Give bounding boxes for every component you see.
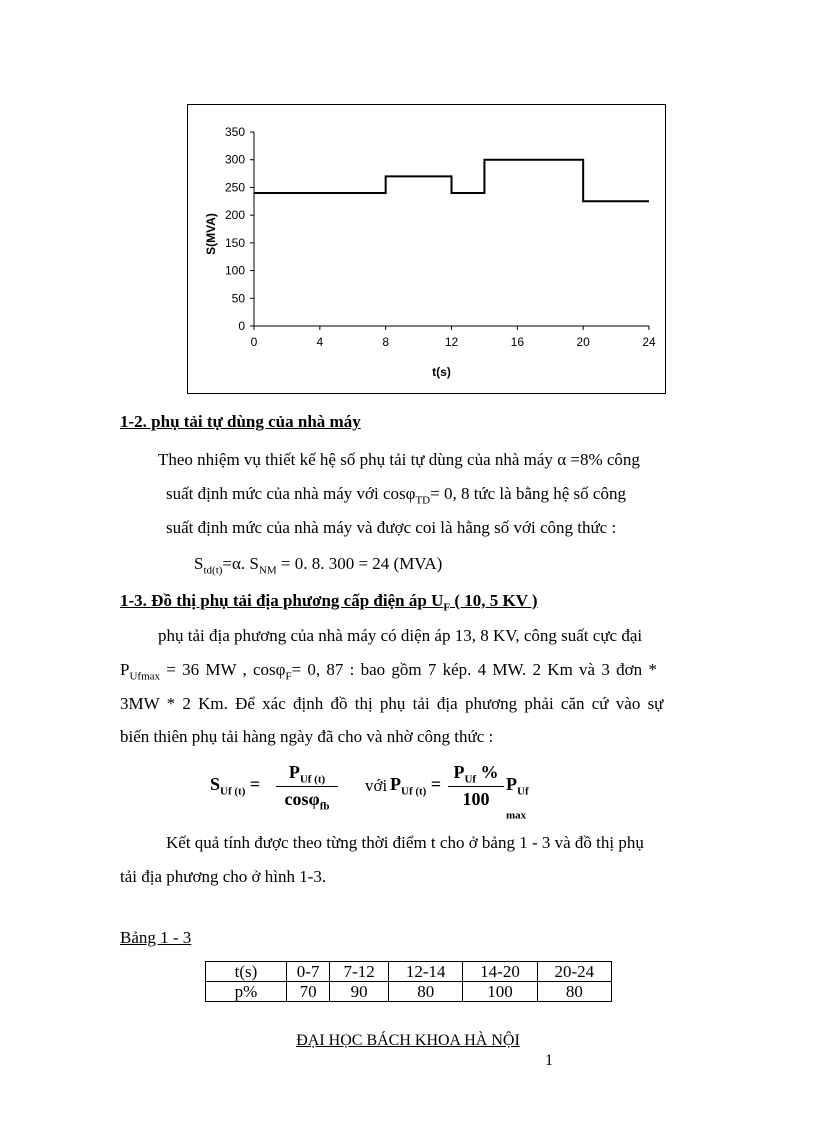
section-1-3-line-3: 3MW * 2 Km. Để xác định đồ thị phụ tải địa phương phải căn cứ vào sự	[120, 694, 664, 713]
formula-p-lhs: $P_{Uf (t)}$ =	[390, 774, 442, 798]
formula-s-denominator: cosφ$_{fb}$	[284, 789, 330, 813]
section-1-3-line-4: biến thiên phụ tải hàng ngày đã cho và nhờ công thức :	[120, 727, 494, 746]
formula-p-fraction-bar	[448, 786, 504, 787]
formula-s-numerator: $P_{Uf (t)}$	[288, 762, 326, 786]
y-tick-label: 100	[224, 263, 245, 278]
formula-s-fraction-bar	[276, 786, 338, 787]
table-cell: 12-14	[389, 962, 463, 982]
x-tick-label: 4	[316, 335, 324, 349]
section-1-3-line-1: phụ tải địa phương của nhà máy có diện áp 13, 8 KV, công suất cực đại	[158, 626, 643, 645]
table-cell: 20-24	[537, 962, 611, 982]
y-axis-label: S(MVA)	[204, 213, 218, 255]
x-tick-label: 12	[444, 335, 459, 349]
y-tick-label: 50	[231, 291, 245, 306]
table-cell: 14-20	[463, 962, 537, 982]
load-percent-table	[205, 961, 612, 1002]
table-cell: 100	[463, 982, 537, 1002]
formula-s-lhs: $S_{Uf (t)}$ =	[210, 774, 261, 798]
load-step-chart	[188, 105, 665, 393]
table-cell: 90	[330, 982, 389, 1002]
local-load-formula	[210, 762, 550, 822]
x-tick-label: 0	[250, 335, 258, 349]
section-1-2-line-1: Theo nhiệm vụ thiết kế hệ số phụ tải tự dùng của nhà máy α =8% công	[158, 450, 640, 469]
formula-with-word: với	[365, 776, 388, 795]
formula-p-numerator: $P_{Uf}$ %	[453, 762, 499, 786]
table-row	[206, 962, 612, 982]
formula-p-denominator: 100	[462, 789, 490, 809]
table-row	[206, 982, 612, 1002]
section-1-2-line-3: suất định mức của nhà máy và được coi là hằng số với công thức :	[166, 518, 617, 537]
x-tick-label: 20	[576, 335, 590, 349]
table-cell: 7-12	[330, 962, 389, 982]
section-1-2-heading: 1-2. phụ tải tự dùng của nhà máy	[120, 412, 361, 431]
section-1-3-heading: 1-3. Đồ thị phụ tải địa phương cấp điện áp $U_F$ ( 10, 5 KV )	[120, 591, 538, 614]
self-use-formula: $S_{td(t)}=\alpha$. $S_{NM} = 0$. 8. 300 = 24 (MVA)	[194, 554, 443, 577]
table-row-label: t(s)	[206, 962, 287, 982]
table-cell: 80	[389, 982, 463, 1002]
load-chart-frame	[187, 104, 666, 394]
section-1-3-line-2: $P_{Ufmax} = 36$ MW , cosφ$_F$= 0, 87 : bao gồm 7 kép. 4 MW. 2 Km và 3 đơn *	[120, 660, 657, 683]
load-series-line	[254, 160, 649, 202]
result-line-2: tải địa phương cho ở hình 1-3.	[120, 867, 327, 886]
x-tick-label: 16	[510, 335, 525, 349]
table-cell: 0-7	[287, 962, 330, 982]
y-tick-label: 300	[224, 152, 245, 167]
table-caption: Bảng 1 - 3	[120, 928, 192, 947]
section-1-2-line-2: suất định mức của nhà máy với cosφ$_{TD}$= 0, 8 tức là bằng hệ số công	[166, 484, 626, 507]
table-cell: 70	[287, 982, 330, 1002]
x-axis-label: t(s)	[432, 365, 451, 379]
x-tick-label: 24	[642, 335, 656, 349]
y-tick-label: 200	[224, 208, 245, 223]
footer-organization: ĐẠI HỌC BÁCH KHOA HÀ NỘI	[296, 1032, 520, 1049]
page-number: 1	[545, 1052, 553, 1069]
y-tick-label: 0	[238, 319, 245, 333]
formula-p-max: $P_{Uf max}$	[506, 774, 529, 822]
table-cell: 80	[537, 982, 611, 1002]
x-tick-label: 8	[382, 335, 390, 349]
y-tick-label: 350	[224, 125, 245, 139]
y-tick-label: 150	[224, 235, 245, 250]
table-row-label: p%	[206, 982, 287, 1002]
y-tick-label: 250	[224, 180, 245, 195]
result-line-1: Kết quả tính được theo từng thời điểm t cho ở bảng 1 - 3 và đồ thị phụ	[166, 833, 644, 852]
